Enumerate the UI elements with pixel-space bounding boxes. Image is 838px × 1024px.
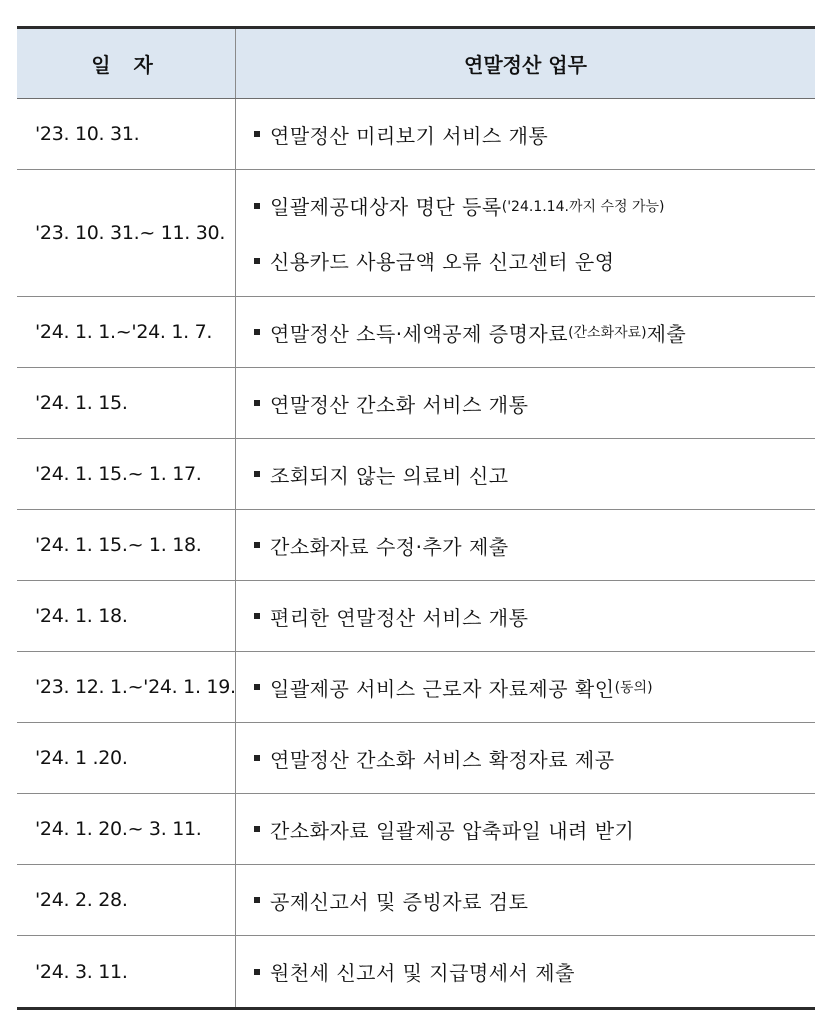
bullet-icon [254,684,260,690]
task-text: 연말정산 미리보기 서비스 개통 [270,123,549,148]
task-item [254,460,815,489]
task-item [254,531,815,560]
task-item [254,191,815,220]
task-cell [236,297,815,367]
table-row [17,794,815,865]
task-text-tail: 제출 [646,321,687,346]
table-header [17,29,815,99]
task-text: 신용카드 사용금액 오류 신고센터 운영 [270,250,615,274]
bullet-icon [254,755,260,761]
date-cell: '24. 1 .20. [17,723,236,793]
task-text: 편리한 연말정산 서비스 개통 [270,605,529,630]
date-cell: '24. 1. 20.~ 3. 11. [17,794,236,864]
task-item [254,246,815,275]
date-cell: '23. 10. 31.~ 11. 30. [17,170,236,296]
task-cell [236,652,815,722]
table-row [17,936,815,1007]
table-row [17,297,815,368]
task-cell [236,936,815,1007]
table-row [17,170,815,297]
bullet-icon [254,542,260,548]
task-item [254,602,815,631]
task-text: 원천세 신고서 및 지급명세서 제출 [270,961,575,985]
table-row [17,865,815,936]
task-item [254,957,815,986]
task-cell [236,865,815,935]
date-cell: '23. 12. 1.~'24. 1. 19. [17,652,236,722]
task-cell [236,439,815,509]
schedule-table [17,26,815,1010]
task-text: 간소화자료 일괄제공 압축파일 내려 받기 [270,818,635,843]
bullet-icon [254,826,260,832]
table-row [17,652,815,723]
task-item [254,318,815,347]
table-row [17,581,815,652]
header-date: 일 자 [17,29,236,98]
table-row [17,723,815,794]
task-cell [236,99,815,169]
bullet-icon [254,897,260,903]
task-cell [236,368,815,438]
bullet-icon [254,613,260,619]
task-cell [236,510,815,580]
task-cell [236,170,815,296]
table-row [17,99,815,170]
date-cell: '24. 1. 1.~'24. 1. 7. [17,297,236,367]
table-row [17,439,815,510]
task-text: 연말정산 간소화 서비스 개통 [270,392,529,417]
task-note: (동의) [614,680,653,696]
task-note: (간소화자료) [568,325,647,341]
task-cell [236,581,815,651]
header-task: 연말정산 업무 [464,53,587,77]
task-text: 일괄제공 서비스 근로자 자료제공 확인 [270,676,615,701]
bullet-icon [254,329,260,335]
bullet-icon [254,258,260,264]
date-cell: '24. 1. 15.~ 1. 17. [17,439,236,509]
bullet-icon [254,131,260,137]
task-text: 공제신고서 및 증빙자료 검토 [270,889,529,914]
table-row [17,510,815,581]
task-item [254,815,815,844]
task-text: 연말정산 소득·세액공제 증명자료 [270,321,569,346]
task-text: 연말정산 간소화 서비스 확정자료 제공 [270,747,615,772]
bullet-icon [254,969,260,975]
task-note: ('24.1.14.까지 수정 가능) [501,198,665,215]
date-cell: '24. 3. 11. [17,936,236,1007]
task-item [254,389,815,418]
task-item [254,120,815,149]
task-item [254,886,815,915]
date-cell: '23. 10. 31. [17,99,236,169]
task-cell [236,794,815,864]
table-row [17,368,815,439]
date-cell: '24. 1. 15.~ 1. 18. [17,510,236,580]
task-text: 간소화자료 수정·추가 제출 [270,534,509,559]
bullet-icon [254,471,260,477]
task-item [254,744,815,773]
task-text: 조회되지 않는 의료비 신고 [270,463,509,488]
task-text: 일괄제공대상자 명단 등록 [270,195,502,219]
date-cell: '24. 2. 28. [17,865,236,935]
bullet-icon [254,203,260,209]
date-cell: '24. 1. 15. [17,368,236,438]
task-item [254,673,815,702]
date-cell: '24. 1. 18. [17,581,236,651]
task-cell [236,723,815,793]
bullet-icon [254,400,260,406]
